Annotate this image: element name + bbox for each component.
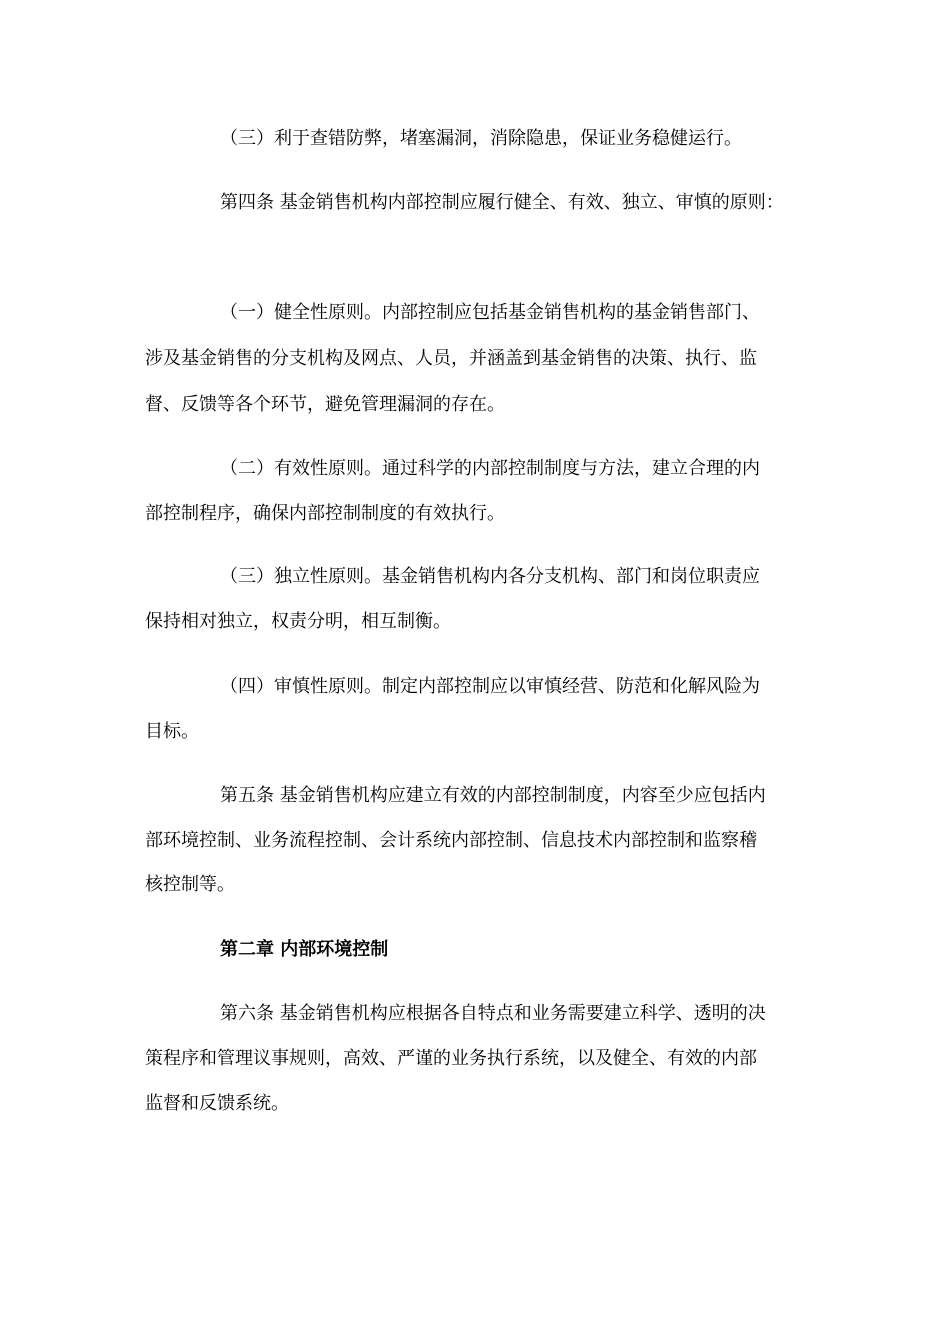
paragraph-line: 涉及基金销售的分支机构及网点、人员，并涵盖到基金销售的决策、执行、监	[145, 348, 757, 369]
paragraph-line: 核控制等。	[145, 874, 235, 895]
chapter-heading: 第二章 内部环境控制	[220, 939, 389, 960]
paragraph-line: （二）有效性原则。通过科学的内部控制制度与方法，建立合理的内	[220, 458, 760, 479]
paragraph-line: （一）健全性原则。内部控制应包括基金销售机构的基金销售部门、	[220, 302, 760, 323]
paragraph-line: 保持相对独立，权责分明，相互制衡。	[145, 611, 451, 632]
paragraph-line: 监督和反馈系统。	[145, 1093, 289, 1114]
article-5-line: 第五条 基金销售机构应建立有效的内部控制制度，内容至少应包括内	[220, 785, 766, 806]
paragraph-line: （四）审慎性原则。制定内部控制应以审慎经营、防范和化解风险为	[220, 676, 760, 697]
article-4-line: 第四条 基金销售机构内部控制应履行健全、有效、独立、审慎的原则：	[220, 192, 784, 213]
paragraph-line: 目标。	[145, 721, 199, 742]
paragraph-line: 部控制程序，确保内部控制制度的有效执行。	[145, 503, 505, 524]
paragraph-line: 督、反馈等各个环节，避免管理漏洞的存在。	[145, 394, 505, 415]
paragraph-line: （三）利于查错防弊，堵塞漏洞，消除隐患，保证业务稳健运行。	[220, 128, 742, 149]
article-6-line: 第六条 基金销售机构应根据各自特点和业务需要建立科学、透明的决	[220, 1003, 766, 1024]
paragraph-line: 策程序和管理议事规则，高效、严谨的业务执行系统，以及健全、有效的内部	[145, 1048, 757, 1069]
paragraph-line: 部环境控制、业务流程控制、会计系统内部控制、信息技术内部控制和监察稽	[145, 830, 757, 851]
paragraph-line: （三）独立性原则。基金销售机构内各分支机构、部门和岗位职责应	[220, 566, 760, 587]
